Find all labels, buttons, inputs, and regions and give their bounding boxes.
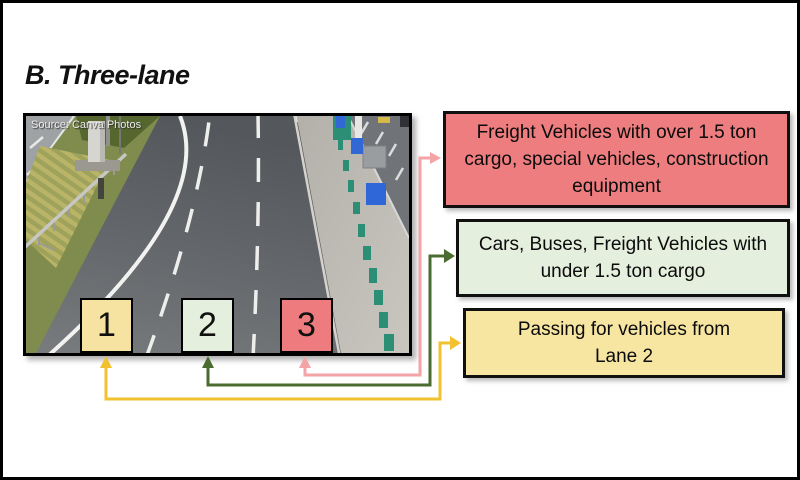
- legend-lane2-text: Cars, Buses, Freight Vehicles with under 1.5 ton cargo: [478, 234, 768, 282]
- legend-lane2-box: [456, 219, 790, 297]
- lane-number-1: 1: [97, 306, 116, 344]
- photo-source-label: Source: Canva Photos: [31, 119, 142, 131]
- legend-lane3-text: Freight Vehicles with over 1.5 ton cargo, special vehicles, construction equipment: [464, 122, 769, 197]
- legend-lane1-box: [463, 308, 785, 378]
- legend-lane3-box: [443, 111, 790, 208]
- highway-photo: [23, 113, 412, 356]
- lane-marker-1: [80, 298, 133, 353]
- lane-marker-3: [280, 298, 333, 353]
- lane-number-3: 3: [297, 306, 316, 344]
- lane-number-2: 2: [198, 306, 217, 344]
- page-title: B. Three-lane: [25, 60, 190, 90]
- legend-lane1-text: Passing for vehicles from Lane 2: [517, 319, 731, 367]
- lane-marker-2: [181, 298, 234, 353]
